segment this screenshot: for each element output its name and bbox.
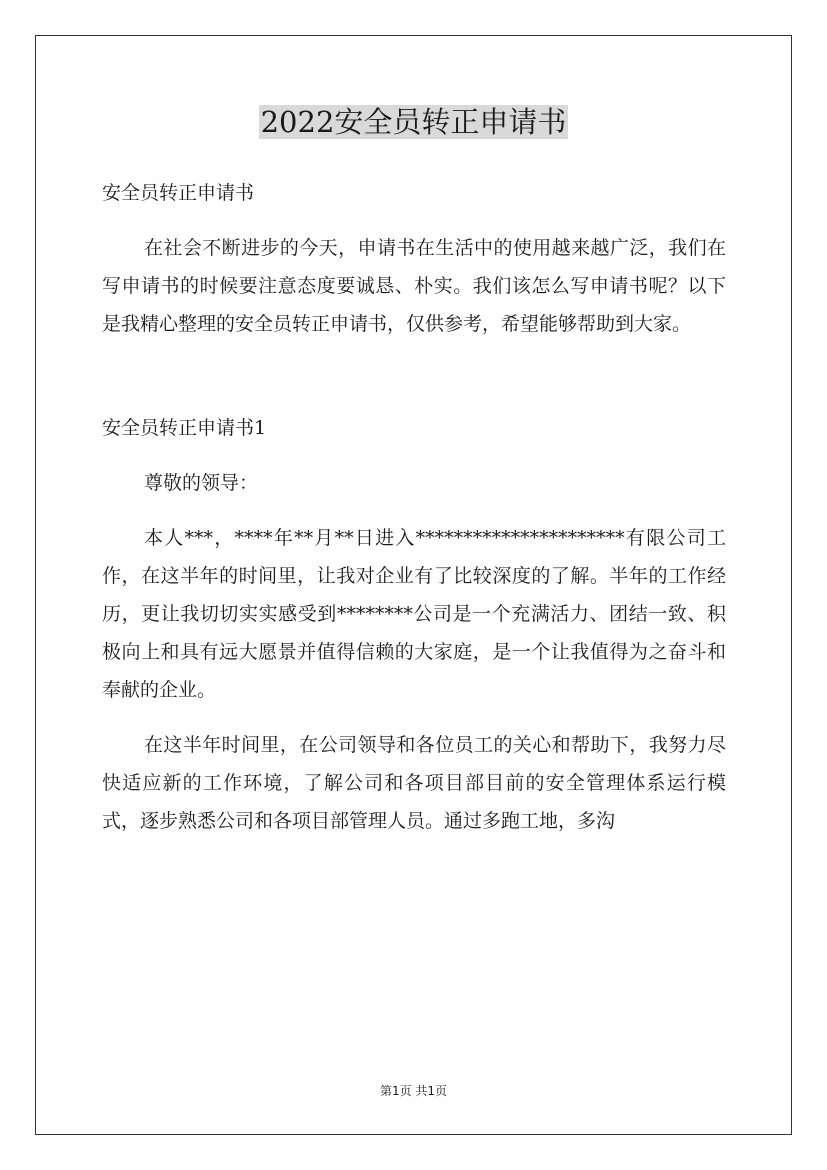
section-heading: 安全员转正申请书1 xyxy=(102,417,267,439)
document-body xyxy=(102,174,726,840)
salutation: 尊敬的领导： xyxy=(144,472,259,494)
intro-paragraph: 在社会不断进步的今天，申请书在生活中的使用越来越广泛，我们在写申请书的时候要注意态度要诚恳、朴实。我们该怎么写申请书呢？以下是我精心整理的安全员转正申请书，仅供参考，希望能够帮助到大家。 xyxy=(102,237,726,335)
subtitle: 安全员转正申请书 xyxy=(102,182,255,204)
paragraph-2: 在这半年时间里，在公司领导和各位员工的关心和帮助下，我努力尽快适应新的工作环境，了解公司和各项目部目前的安全管理体系运行模式，逐步熟悉公司和各项目部管理人员。通过多跑工地，多沟 xyxy=(102,734,726,832)
title-text: 2022安全员转正申请书 xyxy=(260,105,567,139)
page-footer: 第1页 共1页 xyxy=(379,1084,448,1098)
paragraph-1: 本人***，****年**月**日进入**********************有限公司工作，在这半年的时间里，让我对企业有了比较深度的了解。半年的工作经历，更让我切切实实感受到********公司是一个充满活力、团结一致、积极向上和具有远大愿景并值得信赖的大家庭，是一个让我值得为之奋斗和奉献的企业。 xyxy=(102,527,726,701)
document-title xyxy=(0,102,827,142)
section-spacer xyxy=(102,343,726,413)
